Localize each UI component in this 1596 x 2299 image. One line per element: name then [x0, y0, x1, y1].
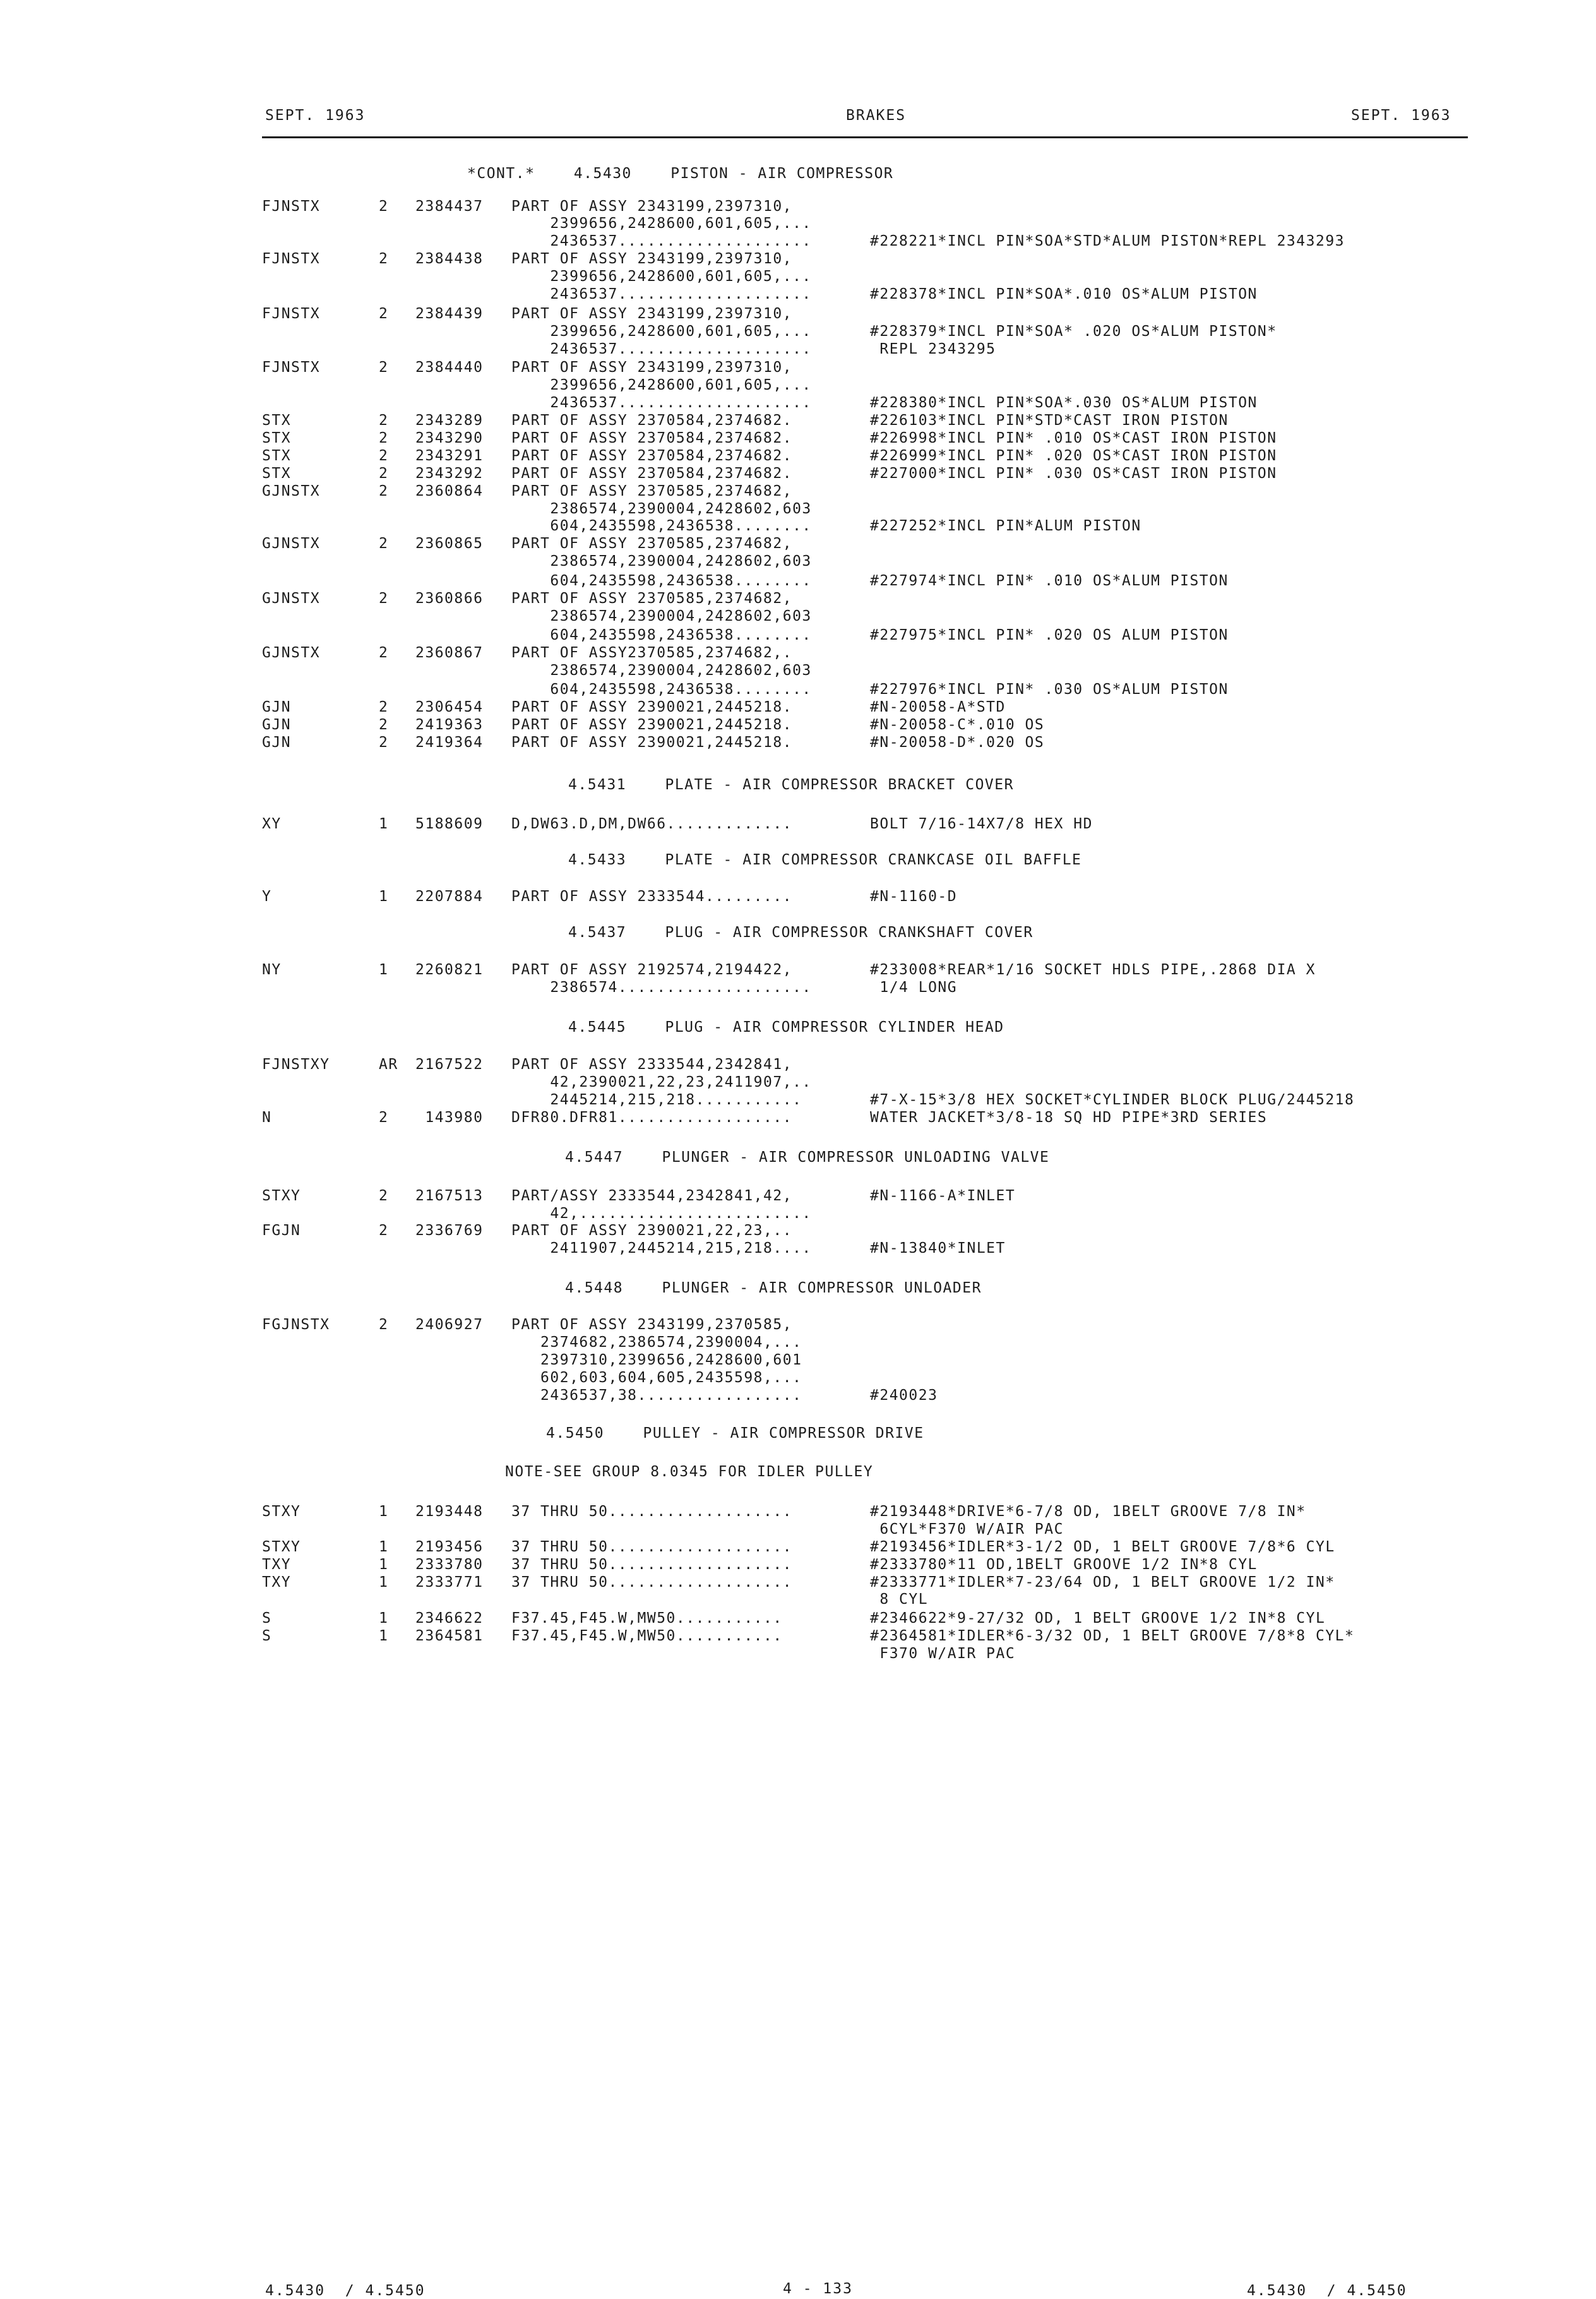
part-number: 2333771 — [415, 1573, 484, 1591]
parts-row — [0, 1073, 1596, 1092]
quantity: 2 — [379, 1187, 389, 1204]
remarks: #226998*INCL PIN* .010 OS*CAST IRON PISTON — [870, 429, 1277, 446]
parts-row — [0, 589, 1596, 608]
remarks: #7-X-15*3/8 HEX SOCKET*CYLINDER BLOCK PLUG/2445218 — [870, 1092, 1355, 1108]
section-title: 4.5433 PLATE - AIR COMPRESSOR CRANKCASE OIL BAFFLE — [568, 851, 1082, 868]
usage-description: PART OF ASSY 2370584,2374682. — [511, 429, 793, 446]
quantity: 2 — [379, 698, 389, 715]
model-code: STXY — [262, 1538, 301, 1555]
model-code: GJNSTX — [262, 590, 321, 607]
parts-row — [0, 698, 1596, 717]
remarks: #233008*REAR*1/16 SOCKET HDLS PIPE,.2868 DIA X — [870, 962, 1316, 979]
usage-description: PART OF ASSY 2390021,2445218. — [511, 698, 793, 715]
section-title: 4.5448 PLUNGER - AIR COMPRESSOR UNLOADER — [565, 1279, 982, 1296]
section-heading — [0, 1424, 1596, 1443]
usage-description: 2436537.................... — [511, 233, 812, 250]
section-heading — [0, 1462, 1596, 1481]
usage-description: PART OF ASSY 2192574,2194422, — [511, 962, 793, 979]
section-heading — [0, 1148, 1596, 1167]
model-code: GJNSTX — [262, 645, 321, 662]
remarks: #226103*INCL PIN*STD*CAST IRON PISTON — [870, 412, 1229, 429]
parts-row — [0, 1538, 1596, 1556]
parts-row — [0, 446, 1596, 465]
usage-description: 2386574,2390004,2428602,603 — [511, 500, 812, 517]
model-code: GJN — [262, 716, 292, 733]
model-code: STX — [262, 412, 292, 429]
usage-description: PART/ASSY 2333544,2342841,42, — [511, 1187, 793, 1204]
usage-description: F37.45,F45.W,MW50........... — [511, 1610, 783, 1627]
usage-description: PART OF ASSY2370585,2374682,. — [511, 645, 793, 662]
model-code: STX — [262, 429, 292, 446]
parts-row — [0, 733, 1596, 752]
section-heading — [0, 164, 1596, 183]
parts-row — [0, 680, 1596, 699]
section-heading — [0, 1018, 1596, 1037]
model-code: FJNSTX — [262, 359, 321, 376]
quantity: 2 — [379, 251, 389, 268]
usage-description: 2386574,2390004,2428602,603 — [511, 662, 812, 679]
remarks: WATER JACKET*3/8-18 SQ HD PIPE*3RD SERIES — [870, 1109, 1268, 1126]
parts-row — [0, 376, 1596, 395]
part-number: 2406927 — [415, 1317, 484, 1334]
usage-description: PART OF ASSY 2390021,22,23,.. — [511, 1222, 793, 1239]
quantity: 2 — [379, 535, 389, 552]
part-number: 2193456 — [415, 1538, 484, 1555]
model-code: GJNSTX — [262, 535, 321, 552]
model-code: TXY — [262, 1573, 292, 1591]
parts-row — [0, 517, 1596, 535]
part-number: 2346622 — [415, 1610, 484, 1627]
parts-row — [0, 411, 1596, 430]
part-number: 2260821 — [415, 962, 484, 979]
remarks: #N-13840*INLET — [870, 1240, 1006, 1257]
quantity: AR — [379, 1056, 398, 1073]
model-code: N — [262, 1109, 272, 1126]
usage-description: PART OF ASSY 2333544......... — [511, 888, 793, 905]
part-number: 143980 — [415, 1109, 484, 1126]
part-number: 2384437 — [415, 198, 484, 215]
parts-row — [0, 499, 1596, 518]
quantity: 2 — [379, 412, 389, 429]
parts-row — [0, 1204, 1596, 1223]
quantity: 1 — [379, 888, 389, 905]
parts-row — [0, 1386, 1596, 1405]
usage-description: PART OF ASSY 2370585,2374682, — [511, 535, 793, 552]
usage-description: PART OF ASSY 2370584,2374682. — [511, 412, 793, 429]
parts-row — [0, 1315, 1596, 1334]
parts-row — [0, 534, 1596, 553]
usage-description: PART OF ASSY 2343199,2370585, — [511, 1317, 793, 1334]
usage-description: F37.45,F45.W,MW50........... — [511, 1628, 783, 1645]
quantity: 2 — [379, 429, 389, 446]
part-number: 2419364 — [415, 734, 484, 751]
model-code: S — [262, 1628, 272, 1645]
quantity: 1 — [379, 1538, 389, 1555]
section-title: 4.5431 PLATE - AIR COMPRESSOR BRACKET COVER — [568, 776, 1014, 793]
usage-description: PART OF ASSY 2343199,2397310, — [511, 198, 793, 215]
remarks: #N-20058-A*STD — [870, 698, 1006, 715]
usage-description: 602,603,604,605,2435598,... — [511, 1369, 802, 1386]
part-number: 2343292 — [415, 465, 484, 482]
usage-description: 2386574,2390004,2428602,603 — [511, 607, 812, 624]
parts-row — [0, 1627, 1596, 1645]
remarks: #2346622*9-27/32 OD, 1 BELT GROOVE 1/2 IN*8 CYL — [870, 1610, 1326, 1627]
section-title: 4.5450 PULLEY - AIR COMPRESSOR DRIVE — [546, 1425, 924, 1442]
usage-description: PART OF ASSY 2343199,2397310, — [511, 359, 793, 376]
remarks: #2193456*IDLER*3-1/2 OD, 1 BELT GROOVE 7/8*6 CYL — [870, 1538, 1335, 1555]
parts-row — [0, 267, 1596, 286]
usage-description: DFR80.DFR81.................. — [511, 1109, 793, 1126]
usage-description: D,DW63.D,DM,DW66............. — [511, 815, 793, 832]
parts-row — [0, 393, 1596, 412]
section-heading — [0, 923, 1596, 942]
remarks: #2333771*IDLER*7-23/64 OD, 1 BELT GROOVE 1/2 IN* — [870, 1573, 1335, 1591]
parts-row — [0, 1368, 1596, 1387]
section-title: 4.5447 PLUNGER - AIR COMPRESSOR UNLOADING VALVE — [565, 1149, 1050, 1166]
part-number: 2419363 — [415, 716, 484, 733]
remarks: #227976*INCL PIN* .030 OS*ALUM PISTON — [870, 681, 1229, 698]
usage-description: 2436537.................... — [511, 340, 812, 357]
usage-description: 2445214,215,218........... — [511, 1092, 802, 1108]
quantity: 2 — [379, 482, 389, 499]
section-heading — [0, 1279, 1596, 1298]
model-code: STX — [262, 465, 292, 482]
usage-description: PART OF ASSY 2343199,2397310, — [511, 305, 793, 322]
remarks: #2333780*11 OD,1BELT GROOVE 1/2 IN*8 CYL — [870, 1556, 1258, 1573]
parts-row — [0, 815, 1596, 833]
remarks: #227974*INCL PIN* .010 OS*ALUM PISTON — [870, 572, 1229, 589]
parts-row — [0, 232, 1596, 251]
parts-row — [0, 1351, 1596, 1370]
remarks: #228378*INCL PIN*SOA*.010 OS*ALUM PISTON — [870, 286, 1258, 303]
quantity: 1 — [379, 1610, 389, 1627]
parts-row — [0, 552, 1596, 571]
header-section-title: BRAKES — [846, 107, 907, 124]
parts-row — [0, 249, 1596, 268]
usage-description: 604,2435598,2436538........ — [511, 681, 812, 698]
remarks: #N-20058-D*.020 OS — [870, 734, 1045, 751]
usage-description: 604,2435598,2436538........ — [511, 518, 812, 535]
remarks: #N-1166-A*INLET — [870, 1187, 1016, 1204]
model-code: FJNSTX — [262, 305, 321, 322]
model-code: S — [262, 1610, 272, 1627]
section-title: *CONT.* 4.5430 PISTON - AIR COMPRESSOR — [467, 165, 894, 182]
usage-description: PART OF ASSY 2370585,2374682, — [511, 590, 793, 607]
remarks: #2364581*IDLER*6-3/32 OD, 1 BELT GROOVE 7/8*8 CYL* — [870, 1628, 1355, 1645]
part-number: 5188609 — [415, 815, 484, 832]
model-code: XY — [262, 815, 282, 832]
usage-description: 37 THRU 50................... — [511, 1503, 793, 1520]
remarks: #227975*INCL PIN* .020 OS ALUM PISTON — [870, 627, 1229, 644]
part-number: 2343291 — [415, 447, 484, 464]
remarks: 8 CYL — [870, 1591, 929, 1608]
parts-row — [0, 1609, 1596, 1628]
usage-description: 604,2435598,2436538........ — [511, 627, 812, 644]
parts-row — [0, 1573, 1596, 1592]
parts-row — [0, 358, 1596, 377]
part-number: 2384440 — [415, 359, 484, 376]
quantity: 2 — [379, 198, 389, 215]
quantity: 2 — [379, 1222, 389, 1239]
quantity: 1 — [379, 1503, 389, 1520]
section-heading — [0, 851, 1596, 869]
model-code: STX — [262, 447, 292, 464]
quantity: 2 — [379, 465, 389, 482]
part-number: 2193448 — [415, 1503, 484, 1520]
remarks: #228379*INCL PIN*SOA* .020 OS*ALUM PISTON* — [870, 323, 1277, 340]
parts-row — [0, 571, 1596, 590]
part-number: 2360867 — [415, 645, 484, 662]
part-number: 2306454 — [415, 698, 484, 715]
remarks: BOLT 7/16-14X7/8 HEX HD — [870, 815, 1093, 832]
parts-row — [0, 429, 1596, 448]
parts-row — [0, 1108, 1596, 1127]
parts-row — [0, 197, 1596, 216]
parts-row — [0, 607, 1596, 626]
usage-description: 37 THRU 50................... — [511, 1538, 793, 1555]
parts-row — [0, 1090, 1596, 1109]
footer-right-range: 4.5430 / 4.5450 — [1247, 2283, 1407, 2299]
footer-page-number: 4 - 133 — [783, 2281, 853, 2297]
model-code: NY — [262, 962, 282, 979]
parts-row — [0, 661, 1596, 680]
model-code: FGJN — [262, 1222, 301, 1239]
remarks: #240023 — [870, 1387, 938, 1404]
model-code: Y — [262, 888, 272, 905]
part-number: 2384439 — [415, 305, 484, 322]
usage-description: 2374682,2386574,2390004,... — [511, 1334, 802, 1351]
quantity: 2 — [379, 359, 389, 376]
quantity: 1 — [379, 1573, 389, 1591]
header-rule — [262, 136, 1468, 138]
parts-row — [0, 482, 1596, 501]
parts-row — [0, 643, 1596, 662]
usage-description: 2399656,2428600,601,605,... — [511, 377, 812, 394]
section-title: NOTE-SEE GROUP 8.0345 FOR IDLER PULLEY — [505, 1463, 874, 1480]
usage-description: 2436537.................... — [511, 286, 812, 303]
usage-description: 2397310,2399656,2428600,601 — [511, 1352, 802, 1368]
parts-row — [0, 1502, 1596, 1521]
usage-description: 2399656,2428600,601,605,... — [511, 268, 812, 285]
parts-row — [0, 715, 1596, 734]
parts-row — [0, 285, 1596, 304]
parts-row — [0, 340, 1596, 359]
model-code: FJNSTX — [262, 251, 321, 268]
quantity: 2 — [379, 734, 389, 751]
parts-row — [0, 626, 1596, 645]
usage-description: 2436537.................... — [511, 395, 812, 412]
remarks: #227252*INCL PIN*ALUM PISTON — [870, 518, 1141, 535]
usage-description: 2411907,2445214,215,218.... — [511, 1240, 812, 1257]
parts-row — [0, 1186, 1596, 1205]
usage-description: 604,2435598,2436538........ — [511, 572, 812, 589]
parts-row — [0, 960, 1596, 979]
part-number: 2167513 — [415, 1187, 484, 1204]
usage-description: 2386574,2390004,2428602,603 — [511, 553, 812, 570]
quantity: 2 — [379, 305, 389, 322]
remarks: #N-20058-C*.010 OS — [870, 716, 1045, 733]
quantity: 1 — [379, 1628, 389, 1645]
parts-row — [0, 322, 1596, 341]
part-number: 2364581 — [415, 1628, 484, 1645]
model-code: GJNSTX — [262, 482, 321, 499]
quantity: 2 — [379, 716, 389, 733]
usage-description: PART OF ASSY 2370584,2374682. — [511, 447, 793, 464]
usage-description: 42,2390021,22,23,2411907,.. — [511, 1074, 812, 1091]
model-code: GJN — [262, 698, 292, 715]
usage-description: 2399656,2428600,601,605,... — [511, 323, 812, 340]
parts-row — [0, 978, 1596, 997]
parts-row — [0, 1590, 1596, 1609]
remarks: #227000*INCL PIN* .030 OS*CAST IRON PISTON — [870, 465, 1277, 482]
parts-row — [0, 1221, 1596, 1240]
parts-row — [0, 1555, 1596, 1574]
quantity: 2 — [379, 645, 389, 662]
model-code: STXY — [262, 1503, 301, 1520]
model-code: FJNSTXY — [262, 1056, 330, 1073]
parts-row — [0, 1333, 1596, 1352]
parts-row — [0, 1239, 1596, 1258]
usage-description: PART OF ASSY 2333544,2342841, — [511, 1056, 793, 1073]
quantity: 2 — [379, 590, 389, 607]
header-right-date: SEPT. 1963 — [1351, 107, 1451, 124]
part-number: 2384438 — [415, 251, 484, 268]
quantity: 2 — [379, 447, 389, 464]
usage-description: PART OF ASSY 2343199,2397310, — [511, 251, 793, 268]
part-number: 2333780 — [415, 1556, 484, 1573]
remarks: #228380*INCL PIN*SOA*.030 OS*ALUM PISTON — [870, 395, 1258, 412]
footer-left-range: 4.5430 / 4.5450 — [265, 2283, 426, 2299]
parts-row — [0, 304, 1596, 323]
parts-row — [0, 1644, 1596, 1663]
part-number: 2343289 — [415, 412, 484, 429]
usage-description: PART OF ASSY 2390021,2445218. — [511, 716, 793, 733]
section-heading — [0, 775, 1596, 794]
quantity: 2 — [379, 1317, 389, 1334]
remarks: 6CYL*F370 W/AIR PAC — [870, 1520, 1064, 1538]
usage-description: PART OF ASSY 2370585,2374682, — [511, 482, 793, 499]
parts-row — [0, 214, 1596, 233]
part-number: 2360865 — [415, 535, 484, 552]
quantity: 2 — [379, 1109, 389, 1126]
part-number: 2207884 — [415, 888, 484, 905]
parts-row — [0, 887, 1596, 906]
remarks: F370 W/AIR PAC — [870, 1645, 1016, 1662]
section-title: 4.5437 PLUG - AIR COMPRESSOR CRANKSHAFT COVER — [568, 924, 1033, 941]
parts-row — [0, 464, 1596, 483]
usage-description: 37 THRU 50................... — [511, 1556, 793, 1573]
usage-description: PART OF ASSY 2370584,2374682. — [511, 465, 793, 482]
model-code: TXY — [262, 1556, 292, 1573]
usage-description: 37 THRU 50................... — [511, 1573, 793, 1591]
usage-description: 2436537,38................. — [511, 1387, 802, 1404]
part-number: 2360866 — [415, 590, 484, 607]
model-code: GJN — [262, 734, 292, 751]
quantity: 1 — [379, 962, 389, 979]
part-number: 2336769 — [415, 1222, 484, 1239]
parts-row — [0, 1055, 1596, 1074]
part-number: 2343290 — [415, 429, 484, 446]
remarks: #226999*INCL PIN* .020 OS*CAST IRON PISTON — [870, 447, 1277, 464]
parts-row — [0, 1520, 1596, 1539]
remarks: #N-1160-D — [870, 888, 958, 905]
part-number: 2167522 — [415, 1056, 484, 1073]
part-number: 2360864 — [415, 482, 484, 499]
usage-description: 2399656,2428600,601,605,... — [511, 215, 812, 232]
quantity: 1 — [379, 815, 389, 832]
quantity: 1 — [379, 1556, 389, 1573]
usage-description: PART OF ASSY 2390021,2445218. — [511, 734, 793, 751]
section-title: 4.5445 PLUG - AIR COMPRESSOR CYLINDER HEAD — [568, 1018, 1004, 1036]
remarks: 1/4 LONG — [870, 979, 958, 996]
model-code: STXY — [262, 1187, 301, 1204]
model-code: FJNSTX — [262, 198, 321, 215]
usage-description: 2386574.................... — [511, 979, 812, 996]
usage-description: 42,........................ — [511, 1205, 812, 1222]
remarks: REPL 2343295 — [870, 340, 996, 357]
model-code: FGJNSTX — [262, 1317, 330, 1334]
remarks: #2193448*DRIVE*6-7/8 OD, 1BELT GROOVE 7/8 IN* — [870, 1503, 1306, 1520]
header-left-date: SEPT. 1963 — [265, 107, 366, 124]
remarks: #228221*INCL PIN*SOA*STD*ALUM PISTON*REPL 2343293 — [870, 233, 1345, 250]
